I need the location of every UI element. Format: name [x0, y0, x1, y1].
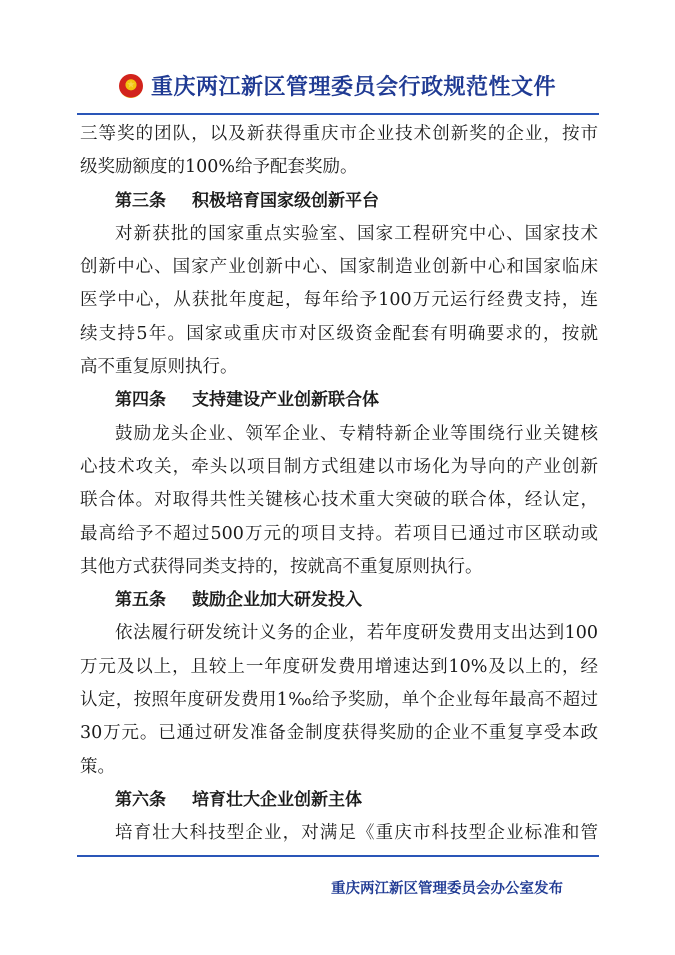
body-line: 对新获批的国家重点实验室、国家工程研究中心、国家技术	[115, 223, 598, 244]
article-title: 培育壮大企业创新主体	[192, 789, 362, 810]
footer-issuer: 重庆两江新区管理委员会办公室发布	[331, 880, 563, 897]
article-number: 第三条	[115, 190, 166, 211]
national-emblem-icon	[119, 74, 143, 98]
footer-divider	[77, 855, 599, 857]
body-line: 依法履行研发统计义务的企业，若年度研发费用支出达到100	[115, 623, 598, 644]
body-line: 医学中心，从获批年度起，每年给予100万元运行经费支持，连	[80, 290, 598, 311]
article-number: 第五条	[115, 590, 166, 611]
body-line: 创新中心、国家产业创新中心、国家制造业创新中心和国家临床	[80, 257, 598, 278]
article-heading	[80, 784, 598, 817]
article-title: 鼓励企业加大研发投入	[192, 590, 362, 611]
article-heading	[80, 384, 598, 417]
article-heading	[80, 584, 598, 617]
article-number: 第六条	[115, 789, 166, 810]
body-line: 其他方式获得同类支持的，按就高不重复原则执行。	[80, 556, 483, 577]
body-line: 万元及以上，且较上一年度研发费用增速达到10%及以上的，经	[80, 656, 598, 677]
body-line: 级奖励额度的100%给予配套奖励。	[80, 157, 358, 178]
body-line: 联合体。对取得共性关键核心技术重大突破的联合体，经认定，	[80, 490, 598, 511]
document-header	[0, 70, 675, 101]
article-title: 支持建设产业创新联合体	[192, 390, 379, 411]
article-title: 积极培育国家级创新平台	[192, 190, 379, 211]
header-divider	[77, 113, 599, 115]
body-line: 30万元。已通过研发准备金制度获得奖励的企业不重复享受本政	[80, 723, 598, 744]
body-line: 高不重复原则执行。	[80, 357, 238, 378]
document-body	[80, 118, 598, 851]
body-line: 认定，按照年度研发费用1‰给予奖励，单个企业每年最高不超过	[80, 690, 598, 711]
article-number: 第四条	[115, 390, 166, 411]
header-title: 重庆两江新区管理委员会行政规范性文件	[150, 74, 556, 100]
body-line: 心技术攻关，牵头以项目制方式组建以市场化为导向的产业创新	[80, 456, 598, 477]
body-line: 培育壮大科技型企业，对满足《重庆市科技型企业标准和管	[115, 823, 598, 844]
body-line: 三等奖的团队，以及新获得重庆市企业技术创新奖的企业，按市	[80, 124, 598, 144]
body-line: 鼓励龙头企业、领军企业、专精特新企业等围绕行业关键核	[115, 423, 598, 444]
body-line: 策。	[80, 756, 115, 777]
article-heading	[80, 185, 598, 218]
body-line: 最高给予不超过500万元的项目支持。若项目已通过市区联动或	[80, 523, 598, 544]
body-line: 续支持5年。国家或重庆市对区级资金配套有明确要求的，按就	[80, 323, 598, 344]
